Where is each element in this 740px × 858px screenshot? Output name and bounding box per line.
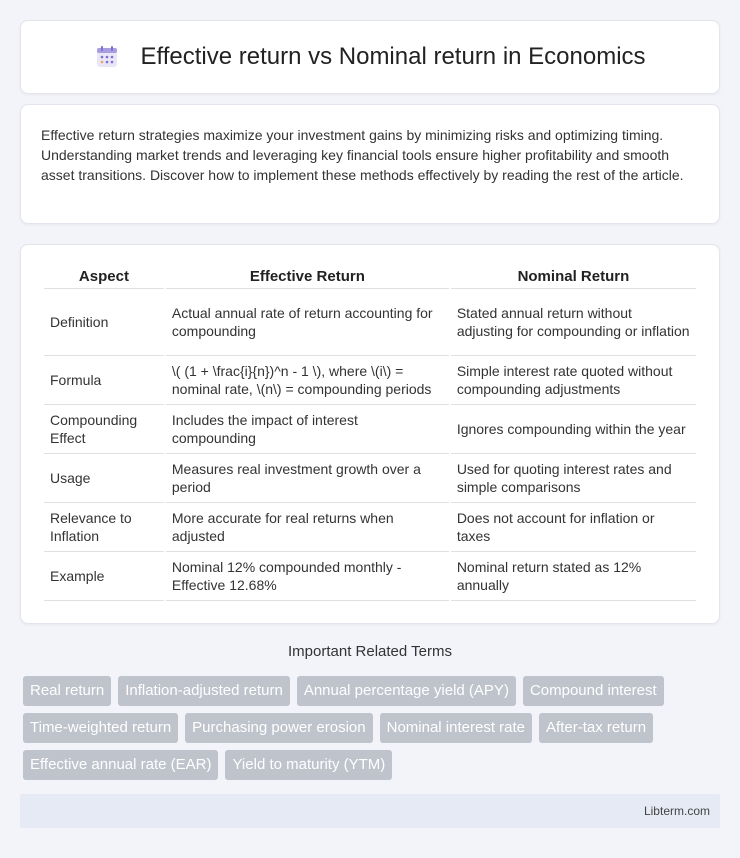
row-aspect: Example: [44, 552, 164, 601]
row-effective: More accurate for real returns when adjusted: [166, 503, 449, 552]
comparison-table: [42, 265, 698, 601]
row-aspect: Formula: [44, 356, 164, 405]
row-aspect: Compounding Effect: [44, 405, 164, 454]
table-row: [44, 503, 696, 552]
row-nominal: Simple interest rate quoted without compounding adjustments: [451, 356, 696, 405]
related-terms-tags: [23, 676, 723, 780]
comparison-table-card: [20, 244, 720, 624]
tag-time-weighted-return[interactable]: Time-weighted return: [23, 713, 178, 743]
row-aspect: Relevance to Inflation: [44, 503, 164, 552]
table-row: [44, 356, 696, 405]
tag-purchasing-power-erosion[interactable]: Purchasing power erosion: [185, 713, 372, 743]
page-title: Effective return vs Nominal return in Economics: [140, 43, 646, 70]
related-terms-heading: Important Related Terms: [288, 643, 452, 660]
tag-ytm[interactable]: Yield to maturity (YTM): [225, 750, 392, 780]
row-nominal: Nominal return stated as 12% annually: [451, 552, 696, 601]
tag-ear[interactable]: Effective annual rate (EAR): [23, 750, 218, 780]
header-nominal-return: Nominal Return: [451, 265, 696, 289]
row-nominal: Used for quoting interest rates and simple comparisons: [451, 454, 696, 503]
table-row: [44, 289, 696, 356]
calendar-grid-icon: [94, 44, 120, 70]
row-effective: Includes the impact of interest compounding: [166, 405, 449, 454]
table-header-row: [44, 265, 696, 289]
tag-after-tax-return[interactable]: After-tax return: [539, 713, 653, 743]
intro-text: Effective return strategies maximize your investment gains by minimizing risks and optimizing timing. Understanding market trends and leveraging key financial tools ensure higher profitability and smooth asset transitions. Discover how to implement these methods effectively by reading the rest of the article.: [41, 127, 684, 183]
table-row: [44, 454, 696, 503]
tag-compound-interest[interactable]: Compound interest: [523, 676, 664, 706]
tag-real-return[interactable]: Real return: [23, 676, 111, 706]
title-card: [20, 20, 720, 94]
tag-apy[interactable]: Annual percentage yield (APY): [297, 676, 516, 706]
row-nominal: Does not account for inflation or taxes: [451, 503, 696, 552]
row-effective: \( (1 + \frac{i}{n})^n - 1 \), where \(i\) = nominal rate, \(n\) = compounding periods: [166, 356, 449, 405]
row-effective: Measures real investment growth over a period: [166, 454, 449, 503]
row-nominal: Stated annual return without adjusting for compounding or inflation: [451, 289, 696, 356]
row-effective: Actual annual rate of return accounting for compounding: [166, 289, 449, 356]
header-effective-return: Effective Return: [166, 265, 449, 289]
header-aspect: Aspect: [44, 265, 164, 289]
table-row: [44, 552, 696, 601]
row-aspect: Definition: [44, 289, 164, 356]
footer: [20, 794, 720, 828]
row-aspect: Usage: [44, 454, 164, 503]
table-row: [44, 405, 696, 454]
footer-brand-link[interactable]: Libterm.com: [643, 804, 710, 818]
tag-inflation-adjusted-return[interactable]: Inflation-adjusted return: [118, 676, 290, 706]
row-effective: Nominal 12% compounded monthly - Effective 12.68%: [166, 552, 449, 601]
tag-nominal-interest-rate[interactable]: Nominal interest rate: [380, 713, 532, 743]
row-nominal: Ignores compounding within the year: [451, 405, 696, 454]
intro-card: [20, 104, 720, 224]
